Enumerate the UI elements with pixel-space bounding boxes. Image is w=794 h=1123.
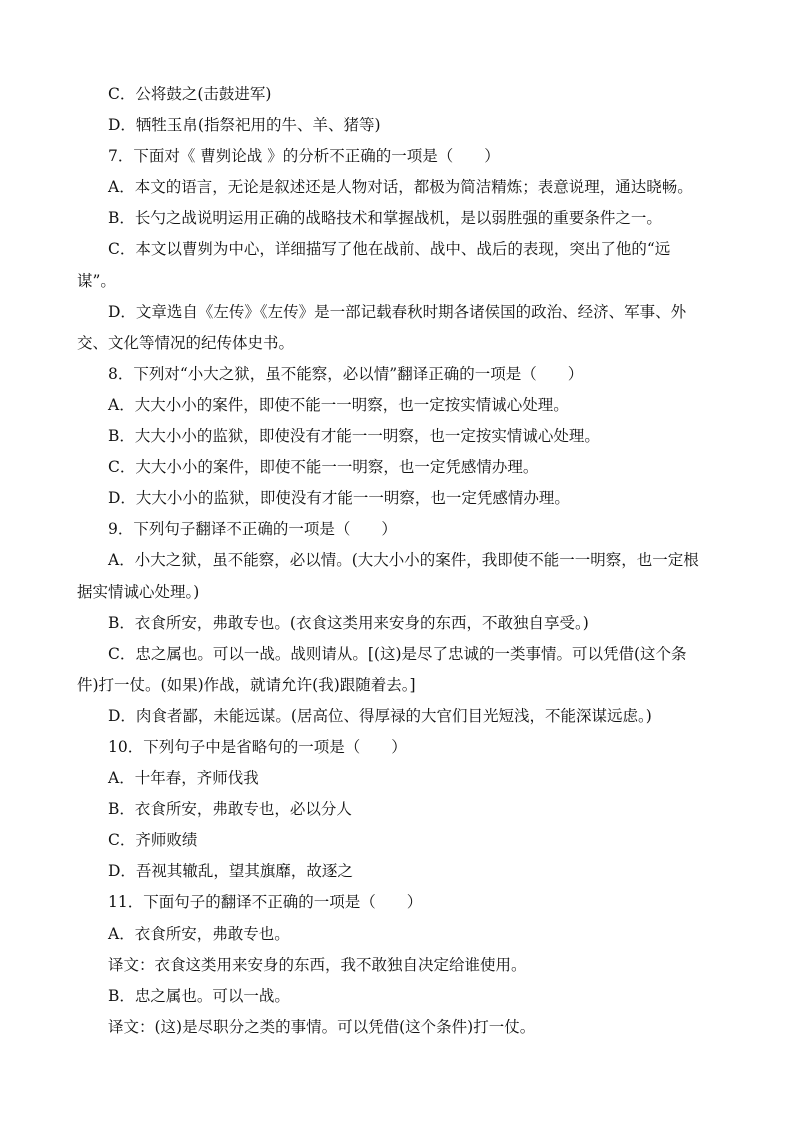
text-line: A．小大之狱，虽不能察，必以情。(大大小小的案件，我即使不能一一明察，也一定根: [108, 551, 699, 570]
text-line: B．衣食所安，弗敢专也。(衣食这类用来安身的东西，不敢独自享受。): [108, 613, 589, 632]
text-line: B．衣食所安，弗敢专也，必以分人: [108, 800, 352, 819]
text-line: D．肉食者鄙，未能远谋。(居高位、得厚禄的大官们目光短浅，不能深谋远虑。): [108, 706, 652, 725]
text-line: D．吾视其辙乱，望其旗靡，故逐之: [108, 862, 353, 881]
text-line: 译文：衣食这类用来安身的东西，我不敢独自决定给谁使用。: [108, 955, 527, 974]
text-line: 8．下列对“小大之狱，虽不能察，必以情”翻译正确的一项是（ ）: [108, 364, 584, 383]
text-line: 9．下列句子翻译不正确的一项是（ ）: [108, 520, 397, 539]
text-line: 11．下面句子的翻译不正确的一项是（ ）: [108, 893, 423, 912]
text-line: C．齐师败绩: [108, 831, 198, 850]
text-line: A．衣食所安，弗敢专也。: [108, 924, 290, 943]
text-line: D．文章选自《左传》《左传》是一部记载春秋时期各诸侯国的政治、经济、军事、外: [108, 302, 687, 321]
text-line: D．大大小小的监狱，即使没有才能一一明察，也一定凭感情办理。: [108, 489, 570, 508]
text-line: A．本文的语言，无论是叙述还是人物对话，都极为简洁精炼；表意说理，通达晓畅。: [108, 178, 693, 197]
question-text-block: [77, 79, 722, 1043]
text-line: B．大大小小的监狱，即使没有才能一一明察，也一定按实情诚心处理。: [108, 427, 600, 446]
text-line: C．公将鼓之(击鼓进军): [108, 85, 272, 103]
text-line: 译文：(这)是尽职分之类的事情。可以凭借(这个条件)打一仗。: [108, 1017, 536, 1036]
text-line: B．忠之属也。可以一战。: [108, 986, 290, 1005]
text-line: 据实情诚心处理。): [77, 582, 200, 601]
text-line: A．大大小小的案件，即使不能一一明察，也一定按实情诚心处理。: [108, 395, 569, 414]
text-line: 7．下面对《 曹刿论战 》的分析不正确的一项是（ ）: [108, 147, 500, 166]
text-line: 谋”。: [77, 271, 116, 290]
text-line: C．大大小小的案件，即使不能一一明察，也一定凭感情办理。: [108, 458, 539, 477]
text-line: C．本文以曹刿为中心，详细描写了他在战前、战中、战后的表现，突出了他的“远: [108, 240, 671, 259]
text-line: A．十年春，齐师伐我: [108, 769, 259, 788]
text-line: 交、文化等情况的纪传体史书。: [77, 333, 295, 352]
text-line: D．牺牲玉帛(指祭祀用的牛、羊、猪等): [108, 116, 381, 135]
text-line: B．长勺之战说明运用正确的战略技术和掌握战机，是以弱胜强的重要条件之一。: [108, 209, 662, 228]
text-line: C．忠之属也。可以一战。战则请从。[(这)是尽了忠诚的一类事情。可以凭借(这个条: [108, 644, 687, 663]
text-line: 件)打一仗。(如果)作战，就请允许(我)跟随着去。]: [77, 675, 416, 694]
text-line: 10．下列句子中是省略句的一项是（ ）: [108, 737, 407, 756]
